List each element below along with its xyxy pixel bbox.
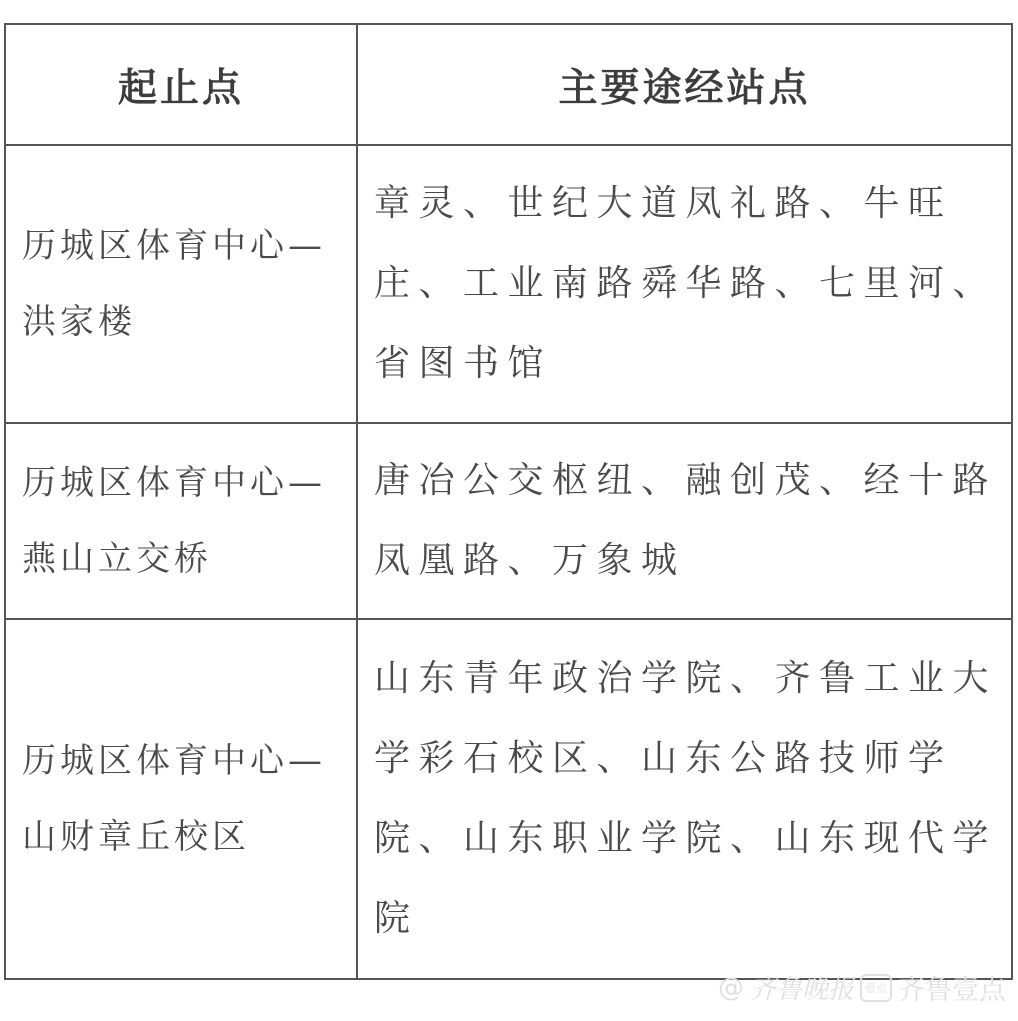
endpoint-end: 洪家楼 — [22, 302, 136, 342]
watermark-logo-icon: 壹点 — [860, 974, 892, 1002]
table-row — [5, 619, 1012, 979]
endpoint-start: 历城区体育中心— — [22, 741, 326, 781]
header-stops: 主要途经站点 — [357, 24, 1012, 145]
endpoints-cell — [5, 619, 357, 979]
watermark-at-symbol: @ — [717, 972, 744, 1003]
stops-cell: 唐冶公交枢纽、融创茂、经十路凤凰路、万象城 — [357, 423, 1012, 619]
stops-cell: 章灵、世纪大道凤礼路、牛旺庄、工业南路舜华路、七里河、省图书馆 — [357, 145, 1012, 423]
endpoint-start: 历城区体育中心— — [22, 463, 326, 503]
stops-cell: 山东青年政治学院、齐鲁工业大学彩石校区、山东公路技师学院、山东职业学院、山东现代学院 — [357, 619, 1012, 979]
endpoint-start: 历城区体育中心— — [22, 226, 326, 266]
route-table — [4, 23, 1013, 980]
table-row — [5, 145, 1012, 423]
table-header-row — [5, 24, 1012, 145]
endpoint-end: 山财章丘校区 — [22, 817, 250, 857]
endpoints-cell — [5, 145, 357, 423]
watermark-brand: 齐鲁壹点 — [898, 975, 1006, 1006]
watermark — [718, 968, 1006, 1007]
header-endpoints: 起止点 — [5, 24, 357, 145]
endpoints-cell — [5, 423, 357, 619]
table-row — [5, 423, 1012, 619]
watermark-paper-name: 齐鲁晚报 — [749, 975, 854, 1005]
endpoint-end: 燕山立交桥 — [22, 539, 212, 579]
